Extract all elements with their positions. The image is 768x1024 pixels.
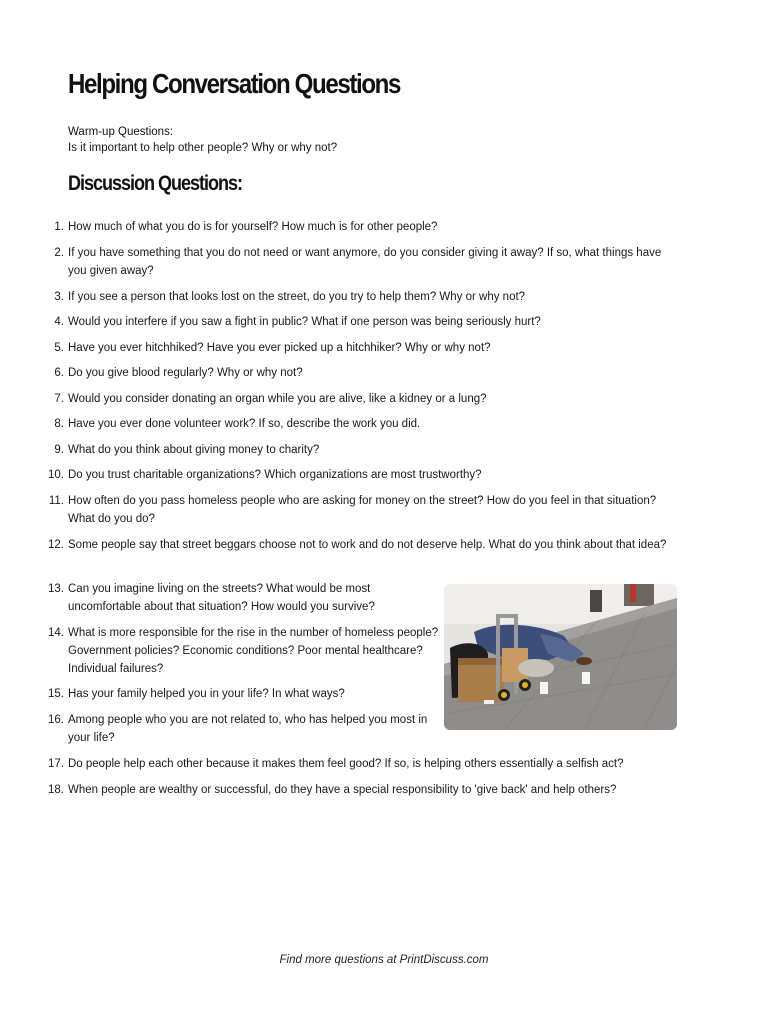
question-number: 6.: [54, 367, 64, 379]
question-text: Among people who you are not related to, who has helped you most in your life?: [68, 714, 428, 744]
question-text: What do you think about giving money to charity?: [68, 444, 320, 456]
question-number: 17.: [48, 758, 64, 770]
question-number: 14.: [48, 627, 64, 639]
question-number: 16.: [48, 714, 64, 726]
question-text: Have you ever hitchhiked? Have you ever picked up a hitchhiker? Why or why not?: [68, 342, 491, 354]
question-number: 12.: [48, 539, 64, 551]
question-text: If you see a person that looks lost on the street, do you try to help them? Why or why not?: [68, 291, 526, 303]
question-text: Do people help each other because it makes them feel good? If so, is helping others essentially a selfish act?: [68, 758, 624, 770]
discussion-heading: Discussion Questions:: [68, 172, 243, 195]
question-number: 5.: [54, 342, 64, 354]
question-text: Would you interfere if you saw a fight in public? What if one person was being seriously hurt?: [68, 316, 541, 328]
warmup-question: Is it important to help other people? Why or why not?: [68, 142, 338, 154]
page-title: Helping Conversation Questions: [68, 68, 401, 99]
question-text: What is more responsible for the rise in the number of homeless people? Government policies? Economic conditions? Poor mental healthcare? Individual failures?: [68, 627, 439, 675]
question-number: 1.: [54, 221, 64, 233]
question-text: Do you give blood regularly? Why or why not?: [68, 367, 303, 379]
question-text: Do you trust charitable organizations? Which organizations are most trustworthy?: [68, 469, 482, 481]
question-text: Have you ever done volunteer work? If so, describe the work you did.: [68, 418, 421, 430]
question-number: 15.: [48, 688, 64, 700]
question-number: 13.: [48, 583, 64, 595]
question-number: 3.: [54, 291, 64, 303]
question-text: If you have something that you do not need or want anymore, do you consider giving it away? If so, what things have you given away?: [68, 247, 662, 277]
street-scene-illustration: [444, 584, 677, 730]
question-number: 8.: [54, 418, 64, 430]
question-text: Some people say that street beggars choose not to work and do not deserve help. What do you think about that idea?: [68, 539, 667, 551]
question-text: Has your family helped you in your life? In what ways?: [68, 688, 345, 700]
question-number: 9.: [54, 444, 64, 456]
warmup-heading: Warm-up Questions:: [68, 126, 174, 138]
question-text: How often do you pass homeless people who are asking for money on the street? How do you feel in that situation? What do you do?: [68, 495, 657, 525]
warmup-section: [68, 124, 337, 156]
footer-link-text: Find more questions at PrintDiscuss.com: [279, 954, 489, 966]
question-number: 2.: [54, 247, 64, 259]
question-number: 18.: [48, 784, 64, 796]
question-text: When people are wealthy or successful, do they have a special responsibility to 'give back' and help others?: [68, 784, 617, 796]
question-text: How much of what you do is for yourself? How much is for other people?: [68, 221, 438, 233]
question-number: 7.: [54, 393, 64, 405]
question-number: 10.: [48, 469, 64, 481]
question-number: 4.: [54, 316, 64, 328]
question-number: 11.: [48, 495, 64, 507]
question-text: Can you imagine living on the streets? What would be most uncomfortable about that situation? How would you survive?: [68, 583, 375, 613]
question-text: Would you consider donating an organ while you are alive, like a kidney or a lung?: [68, 393, 487, 405]
homeless-person-photo: [444, 584, 677, 730]
